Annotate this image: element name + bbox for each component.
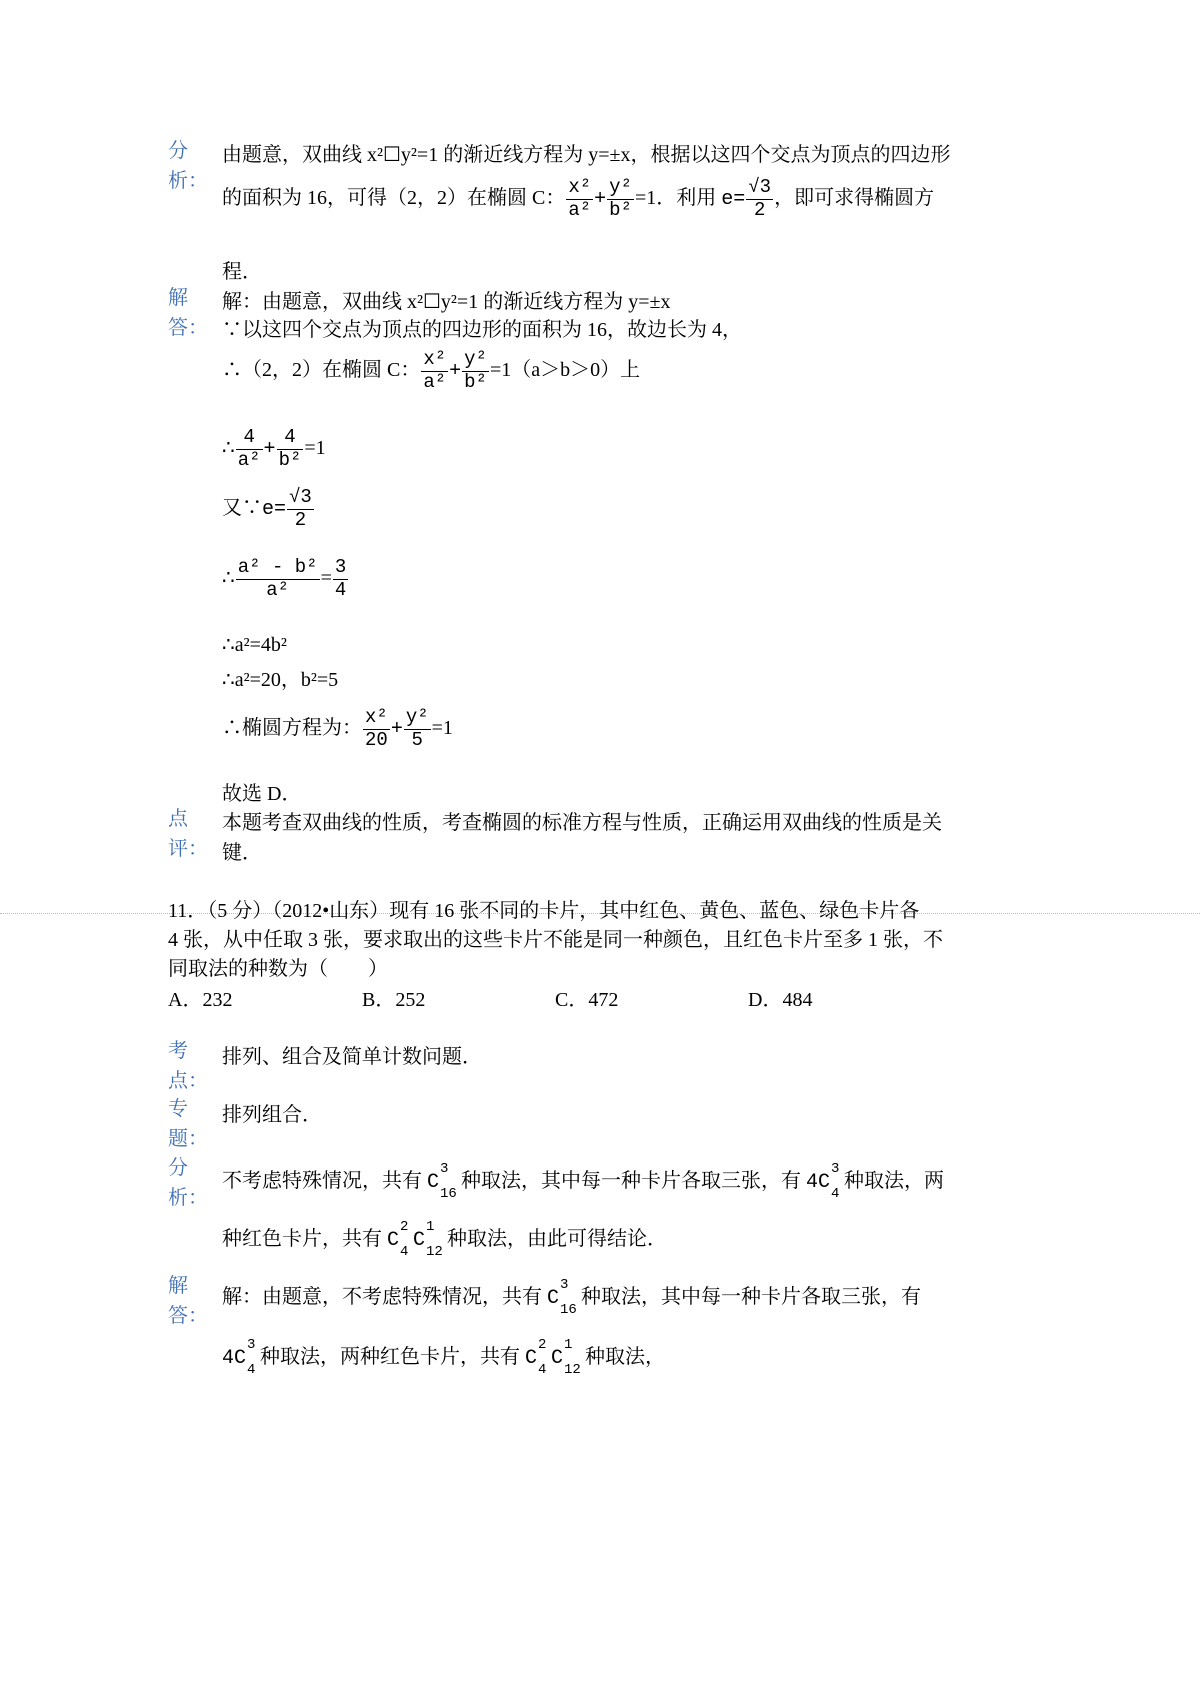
fenxi-line-3: 程． bbox=[222, 261, 262, 283]
e-equals: e= bbox=[721, 188, 746, 212]
comb-c12-1: C 1 12 bbox=[413, 1218, 443, 1260]
q11-jieda-label-1: 解 bbox=[168, 1273, 188, 1297]
q11-fenxi-l1b: 种取法，其中每一种卡片各取三张，有 bbox=[461, 1170, 801, 1192]
comb-c4-2: C 2 4 bbox=[387, 1218, 409, 1260]
fenxi-line-2 bbox=[222, 178, 934, 221]
frac-x2-a2: $\frac{\text{x²}}{\text{a²}}$ bbox=[568, 176, 592, 221]
q11-stem-line-3: 同取法的种数为（ ） bbox=[168, 958, 388, 980]
jieda-line-8: ∴a²=20，b²=5 bbox=[222, 669, 339, 691]
fenxi-line-1: 由题意，双曲线 x²☐y²=1 的渐近线方程为 y=±x，根据以这四个交点为顶点的四边形 bbox=[222, 144, 951, 166]
frac-x2-20: $\frac{\text{x²}}{20}$ bbox=[365, 706, 388, 751]
q11-jieda-label-2: 答： bbox=[168, 1303, 208, 1327]
comb-c16-3: C 3 16 bbox=[427, 1160, 457, 1202]
frac-a2mb2-a2: $\frac{\text{a² - b²}}{\text{a²}}$ bbox=[237, 556, 318, 601]
comb-c16-3: C 3 16 bbox=[547, 1276, 577, 1318]
equals-one: =1 bbox=[304, 437, 326, 460]
plus-sign: + bbox=[594, 188, 607, 212]
jieda-line-5 bbox=[222, 488, 315, 531]
q11-jieda-l2b: 种取法， bbox=[585, 1346, 666, 1368]
q11-fenxi-l1c: 种取法，两 bbox=[844, 1170, 945, 1192]
plus-sign: + bbox=[390, 718, 403, 742]
frac-sqrt3-2-b: $\frac{√3}{2}$ bbox=[289, 486, 312, 531]
frac-y2-b2-b: $\frac{\text{y²}}{\text{b²}}$ bbox=[464, 348, 487, 393]
kaodian-label-2: 点： bbox=[168, 1068, 208, 1092]
therefore: ∴ bbox=[222, 437, 235, 460]
zhuanti-text: 排列组合． bbox=[222, 1104, 322, 1126]
coef-four: 4 bbox=[806, 1171, 819, 1194]
jieda-line-4 bbox=[222, 428, 326, 471]
dianping-label-2: 评： bbox=[168, 836, 208, 860]
frac-x2-a2-b: $\frac{\text{x²}}{\text{a²}}$ bbox=[423, 348, 447, 393]
q11-fenxi-l1a: 不考虑特殊情况，共有 bbox=[222, 1170, 422, 1192]
kaodian-text: 排列、组合及简单计数问题． bbox=[222, 1046, 482, 1068]
coef-four: 4 bbox=[222, 1347, 235, 1370]
frac-y2-b2: $\frac{\text{y²}}{\text{b²}}$ bbox=[609, 176, 632, 221]
q11-jieda-line-2 bbox=[222, 1336, 666, 1378]
q11-jieda-l1a: 解：由题意，不考虑特殊情况，共有 bbox=[222, 1286, 542, 1308]
plus-sign: + bbox=[449, 360, 462, 384]
frac-sqrt3-2: $\frac{√3}{2}$ bbox=[748, 176, 772, 221]
frac-4-b2: $\frac{4}{\text{b²}}$ bbox=[278, 426, 302, 471]
comb-c4-3: C 3 4 bbox=[818, 1160, 840, 1202]
therefore: ∴ bbox=[222, 567, 235, 590]
jieda-line-6 bbox=[222, 558, 349, 601]
jieda-line-2: ∵以这四个交点为顶点的四边形的面积为 16，故边长为 4， bbox=[222, 319, 742, 341]
jieda-label-1: 解 bbox=[168, 285, 188, 309]
option-d: D．484 bbox=[748, 989, 813, 1011]
zhuanti-label-1: 专 bbox=[168, 1096, 188, 1120]
comb-c4-3: C 3 4 bbox=[234, 1336, 256, 1378]
jieda-line-3b: =1（a＞b＞0）上 bbox=[489, 359, 641, 382]
option-b: B．252 bbox=[362, 989, 426, 1011]
q11-fenxi-line-2 bbox=[222, 1218, 667, 1260]
q11-jieda-line-1 bbox=[222, 1276, 921, 1318]
jieda-line-1: 解：由题意，双曲线 x²☐y²=1 的渐近线方程为 y=±x bbox=[222, 291, 671, 313]
frac-4-a2: $\frac{4}{\text{a²}}$ bbox=[237, 426, 261, 471]
fenxi-line-2b: =1．利用 bbox=[634, 187, 717, 210]
option-a: A．232 bbox=[168, 989, 233, 1011]
e-equals: e= bbox=[262, 498, 287, 522]
q11-fenxi-label-1: 分 bbox=[168, 1155, 188, 1179]
q11-jieda-l2a: 种取法，两种红色卡片，共有 bbox=[260, 1346, 521, 1368]
q11-fenxi-line-1 bbox=[222, 1160, 945, 1202]
fenxi-label-2: 析： bbox=[168, 168, 208, 192]
plus-sign: + bbox=[263, 438, 276, 462]
q11-jieda-l1b: 种取法，其中每一种卡片各取三张，有 bbox=[581, 1286, 921, 1308]
kaodian-label-1: 考 bbox=[168, 1038, 188, 1062]
fenxi-line-2c: ，即可求得椭圆方 bbox=[774, 187, 935, 210]
you-because: 又∵ bbox=[222, 497, 262, 520]
jieda-line-10: 故选 D． bbox=[222, 783, 302, 805]
ellipse-equation-prefix: ∴椭圆方程为： bbox=[222, 717, 362, 740]
frac-3-4: $\frac{3}{4}$ bbox=[334, 556, 347, 601]
jieda-line-9 bbox=[222, 708, 453, 751]
frac-y2-5: $\frac{\text{y²}}{5}$ bbox=[405, 706, 429, 751]
jieda-line-7: ∴a²=4b² bbox=[222, 634, 287, 656]
zhuanti-label-2: 题： bbox=[168, 1126, 208, 1150]
dianping-line-1: 本题考查双曲线的性质，考查椭圆的标准方程与性质，正确运用双曲线的性质是关 bbox=[222, 812, 942, 834]
equals-one: =1 bbox=[431, 717, 453, 740]
fenxi-label-1: 分 bbox=[168, 138, 188, 162]
q11-stem-line-1: 11．（5 分）（2012•山东）现有 16 张不同的卡片，其中红色、黄色、蓝色、绿色卡片各 bbox=[168, 900, 920, 922]
comb-c4-2: C 2 4 bbox=[525, 1336, 547, 1378]
q11-stem-line-2: 4 张，从中任取 3 张，要求取出的这些卡片不能是同一种颜色，且红色卡片至多 1 张，不 bbox=[168, 929, 943, 951]
q11-fenxi-l2b: 种取法，由此可得结论． bbox=[447, 1228, 667, 1250]
q11-fenxi-l2a: 种红色卡片，共有 bbox=[222, 1228, 382, 1250]
dianping-label-1: 点 bbox=[168, 806, 188, 830]
option-c: C．472 bbox=[555, 989, 619, 1011]
q11-fenxi-label-2: 析： bbox=[168, 1185, 208, 1209]
fenxi-line-2a: 的面积为 16，可得（2，2）在椭圆 C： bbox=[222, 187, 566, 210]
comb-c12-1: C 1 12 bbox=[551, 1336, 581, 1378]
jieda-line-3 bbox=[222, 350, 640, 393]
equals: = bbox=[320, 567, 332, 590]
dianping-line-2: 键． bbox=[222, 842, 262, 864]
jieda-label-2: 答： bbox=[168, 315, 208, 339]
jieda-line-3a: ∴（2，2）在椭圆 C： bbox=[222, 359, 421, 382]
